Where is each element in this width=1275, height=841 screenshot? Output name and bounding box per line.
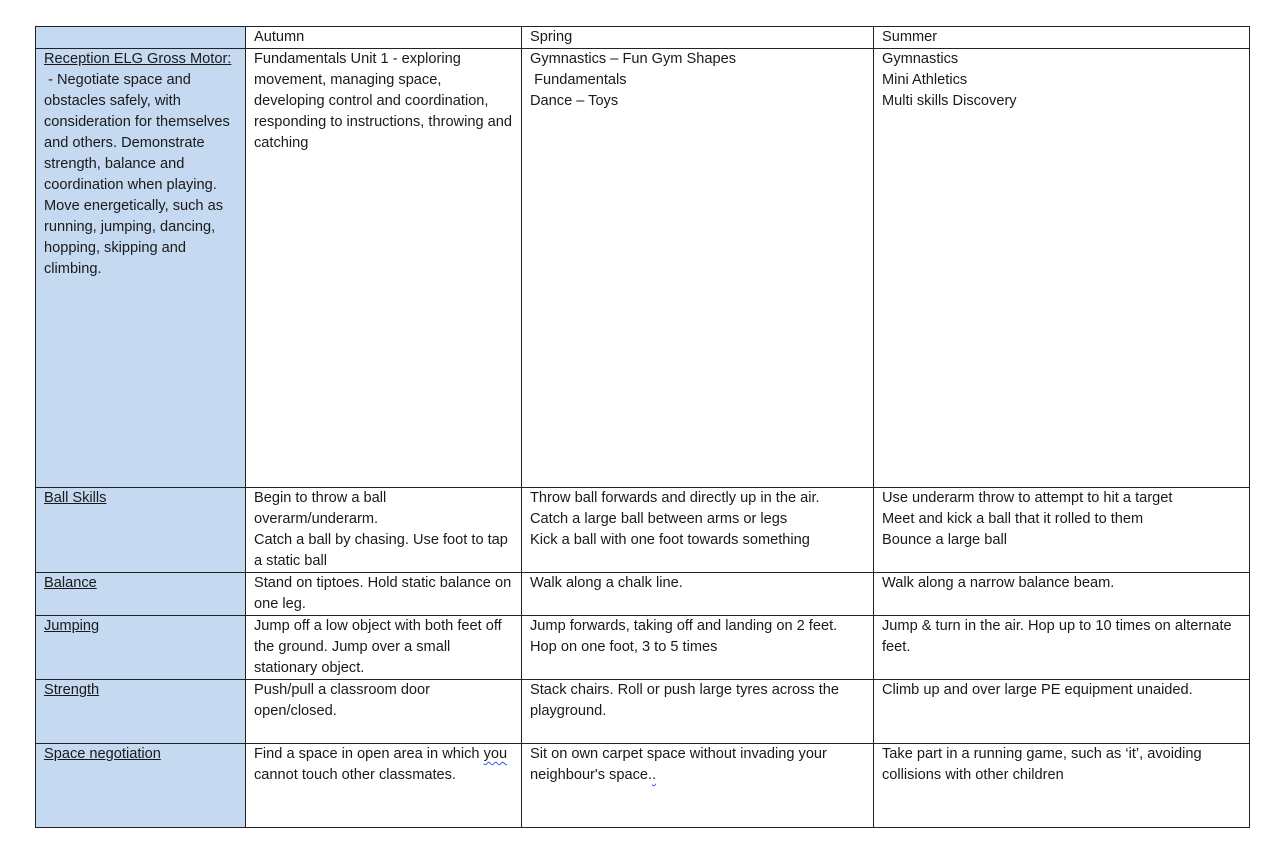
- cell-line: Catch a large ball between arms or legs: [530, 511, 788, 527]
- row-label-cell: [36, 49, 246, 488]
- cell-line: Stand on tiptoes. Hold static balance on one leg.: [254, 575, 516, 612]
- cell-text-part: Find a space in open area in which: [254, 746, 484, 762]
- cell-line: Fundamentals Unit 1 - exploring movement, managing space, developing control and coordination, responding to instructions, throwing and catching: [254, 51, 517, 151]
- cell-summer: [874, 616, 1250, 680]
- spellcheck-squiggle: .: [652, 767, 657, 783]
- row-label-cell: [36, 573, 246, 616]
- header-summer: Summer: [874, 27, 1250, 49]
- cell-autumn: [246, 49, 522, 488]
- header-corner-cell: [36, 27, 246, 49]
- table-row-jumping: [36, 616, 1250, 680]
- row-label-cell: [36, 488, 246, 573]
- cell-line: Meet and kick a ball that it rolled to them: [882, 511, 1144, 527]
- cell-line: Jump forwards, taking off and landing on 2 feet.: [530, 618, 838, 634]
- cell-line: Dance – Toys: [530, 93, 619, 109]
- cell-line: Jump off a low object with both feet off the ground. Jump over a small stationary object.: [254, 618, 506, 676]
- cell-spring: [522, 49, 874, 488]
- table-row-strength: [36, 680, 1250, 744]
- cell-spring: [522, 488, 874, 573]
- cell-text-part: cannot touch other classmates.: [254, 746, 512, 783]
- row-label-jumping: Jumping: [44, 618, 100, 634]
- cell-spring: [522, 744, 874, 828]
- cell-autumn: [246, 573, 522, 616]
- cell-line: Multi skills Discovery: [882, 93, 1017, 109]
- cell-summer: [874, 488, 1250, 573]
- cell-line: Jump & turn in the air. Hop up to 10 times on alternate feet.: [882, 618, 1236, 655]
- cell-autumn: [246, 744, 522, 828]
- row-label-balance: Balance: [44, 575, 97, 591]
- header-row: [36, 27, 1250, 49]
- cell-spring: [522, 616, 874, 680]
- cell-line: Mini Athletics: [882, 72, 968, 88]
- cell-autumn: [246, 616, 522, 680]
- cell-line: Climb up and over large PE equipment unaided.: [882, 682, 1193, 698]
- gross-motor-description: - Negotiate space and obstacles safely, with consideration for themselves and others. Demonstrate strength, balance and coordination when playing. Move energetically, such as running, jumping, dancing, hopping, skipping and climbing.: [44, 72, 234, 277]
- spellcheck-squiggle: you: [483, 746, 508, 762]
- row-label-ball-skills: Ball Skills: [44, 490, 107, 506]
- table-row-balance: [36, 573, 1250, 616]
- row-label-cell: [36, 744, 246, 828]
- cell-autumn: [246, 488, 522, 573]
- cell-line: Gymnastics – Fun Gym Shapes: [530, 51, 737, 67]
- cell-line: Stack chairs. Roll or push large tyres across the playground.: [530, 682, 844, 719]
- cell-line: Begin to throw a ball overarm/underarm.: [254, 490, 391, 527]
- cell-line: Walk along a chalk line.: [530, 575, 683, 591]
- cell-line: Walk along a narrow balance beam.: [882, 575, 1115, 591]
- cell-autumn: [246, 680, 522, 744]
- curriculum-table: [35, 26, 1250, 828]
- cell-line: Hop on one foot, 3 to 5 times: [530, 639, 718, 655]
- cell-summer: [874, 680, 1250, 744]
- cell-line: Throw ball forwards and directly up in the air.: [530, 490, 820, 506]
- cell-summer: [874, 49, 1250, 488]
- cell-line: Fundamentals: [530, 72, 627, 88]
- table-row-ball-skills: [36, 488, 1250, 573]
- row-label-space-negotiation: Space negotiation: [44, 746, 161, 762]
- row-label-cell: [36, 616, 246, 680]
- cell-line: Catch a ball by chasing. Use foot to tap a static ball: [254, 532, 512, 569]
- cell-summer: [874, 573, 1250, 616]
- cell-line: Use underarm throw to attempt to hit a target: [882, 490, 1173, 506]
- cell-summer: [874, 744, 1250, 828]
- row-label-strength: Strength: [44, 682, 100, 698]
- cell-line: Take part in a running game, such as ‘it’, avoiding collisions with other children: [882, 746, 1206, 783]
- cell-line: Push/pull a classroom door open/closed.: [254, 682, 435, 719]
- cell-line: Bounce a large ball: [882, 532, 1007, 548]
- cell-spring: [522, 680, 874, 744]
- row-label-cell: [36, 680, 246, 744]
- header-autumn: Autumn: [246, 27, 522, 49]
- cell-spring: [522, 573, 874, 616]
- cell-line: Gymnastics: [882, 51, 959, 67]
- cell-text-part: .: [648, 767, 653, 783]
- cell-line: Kick a ball with one foot towards something: [530, 532, 810, 548]
- table-row-space-negotiation: [36, 744, 1250, 828]
- header-spring: Spring: [522, 27, 874, 49]
- table-row-gross-motor: [36, 49, 1250, 488]
- cell-text-part: Sit on own carpet space without invading your neighbour's space: [530, 746, 831, 783]
- row-label-gross-motor: Reception ELG Gross Motor:: [44, 51, 232, 67]
